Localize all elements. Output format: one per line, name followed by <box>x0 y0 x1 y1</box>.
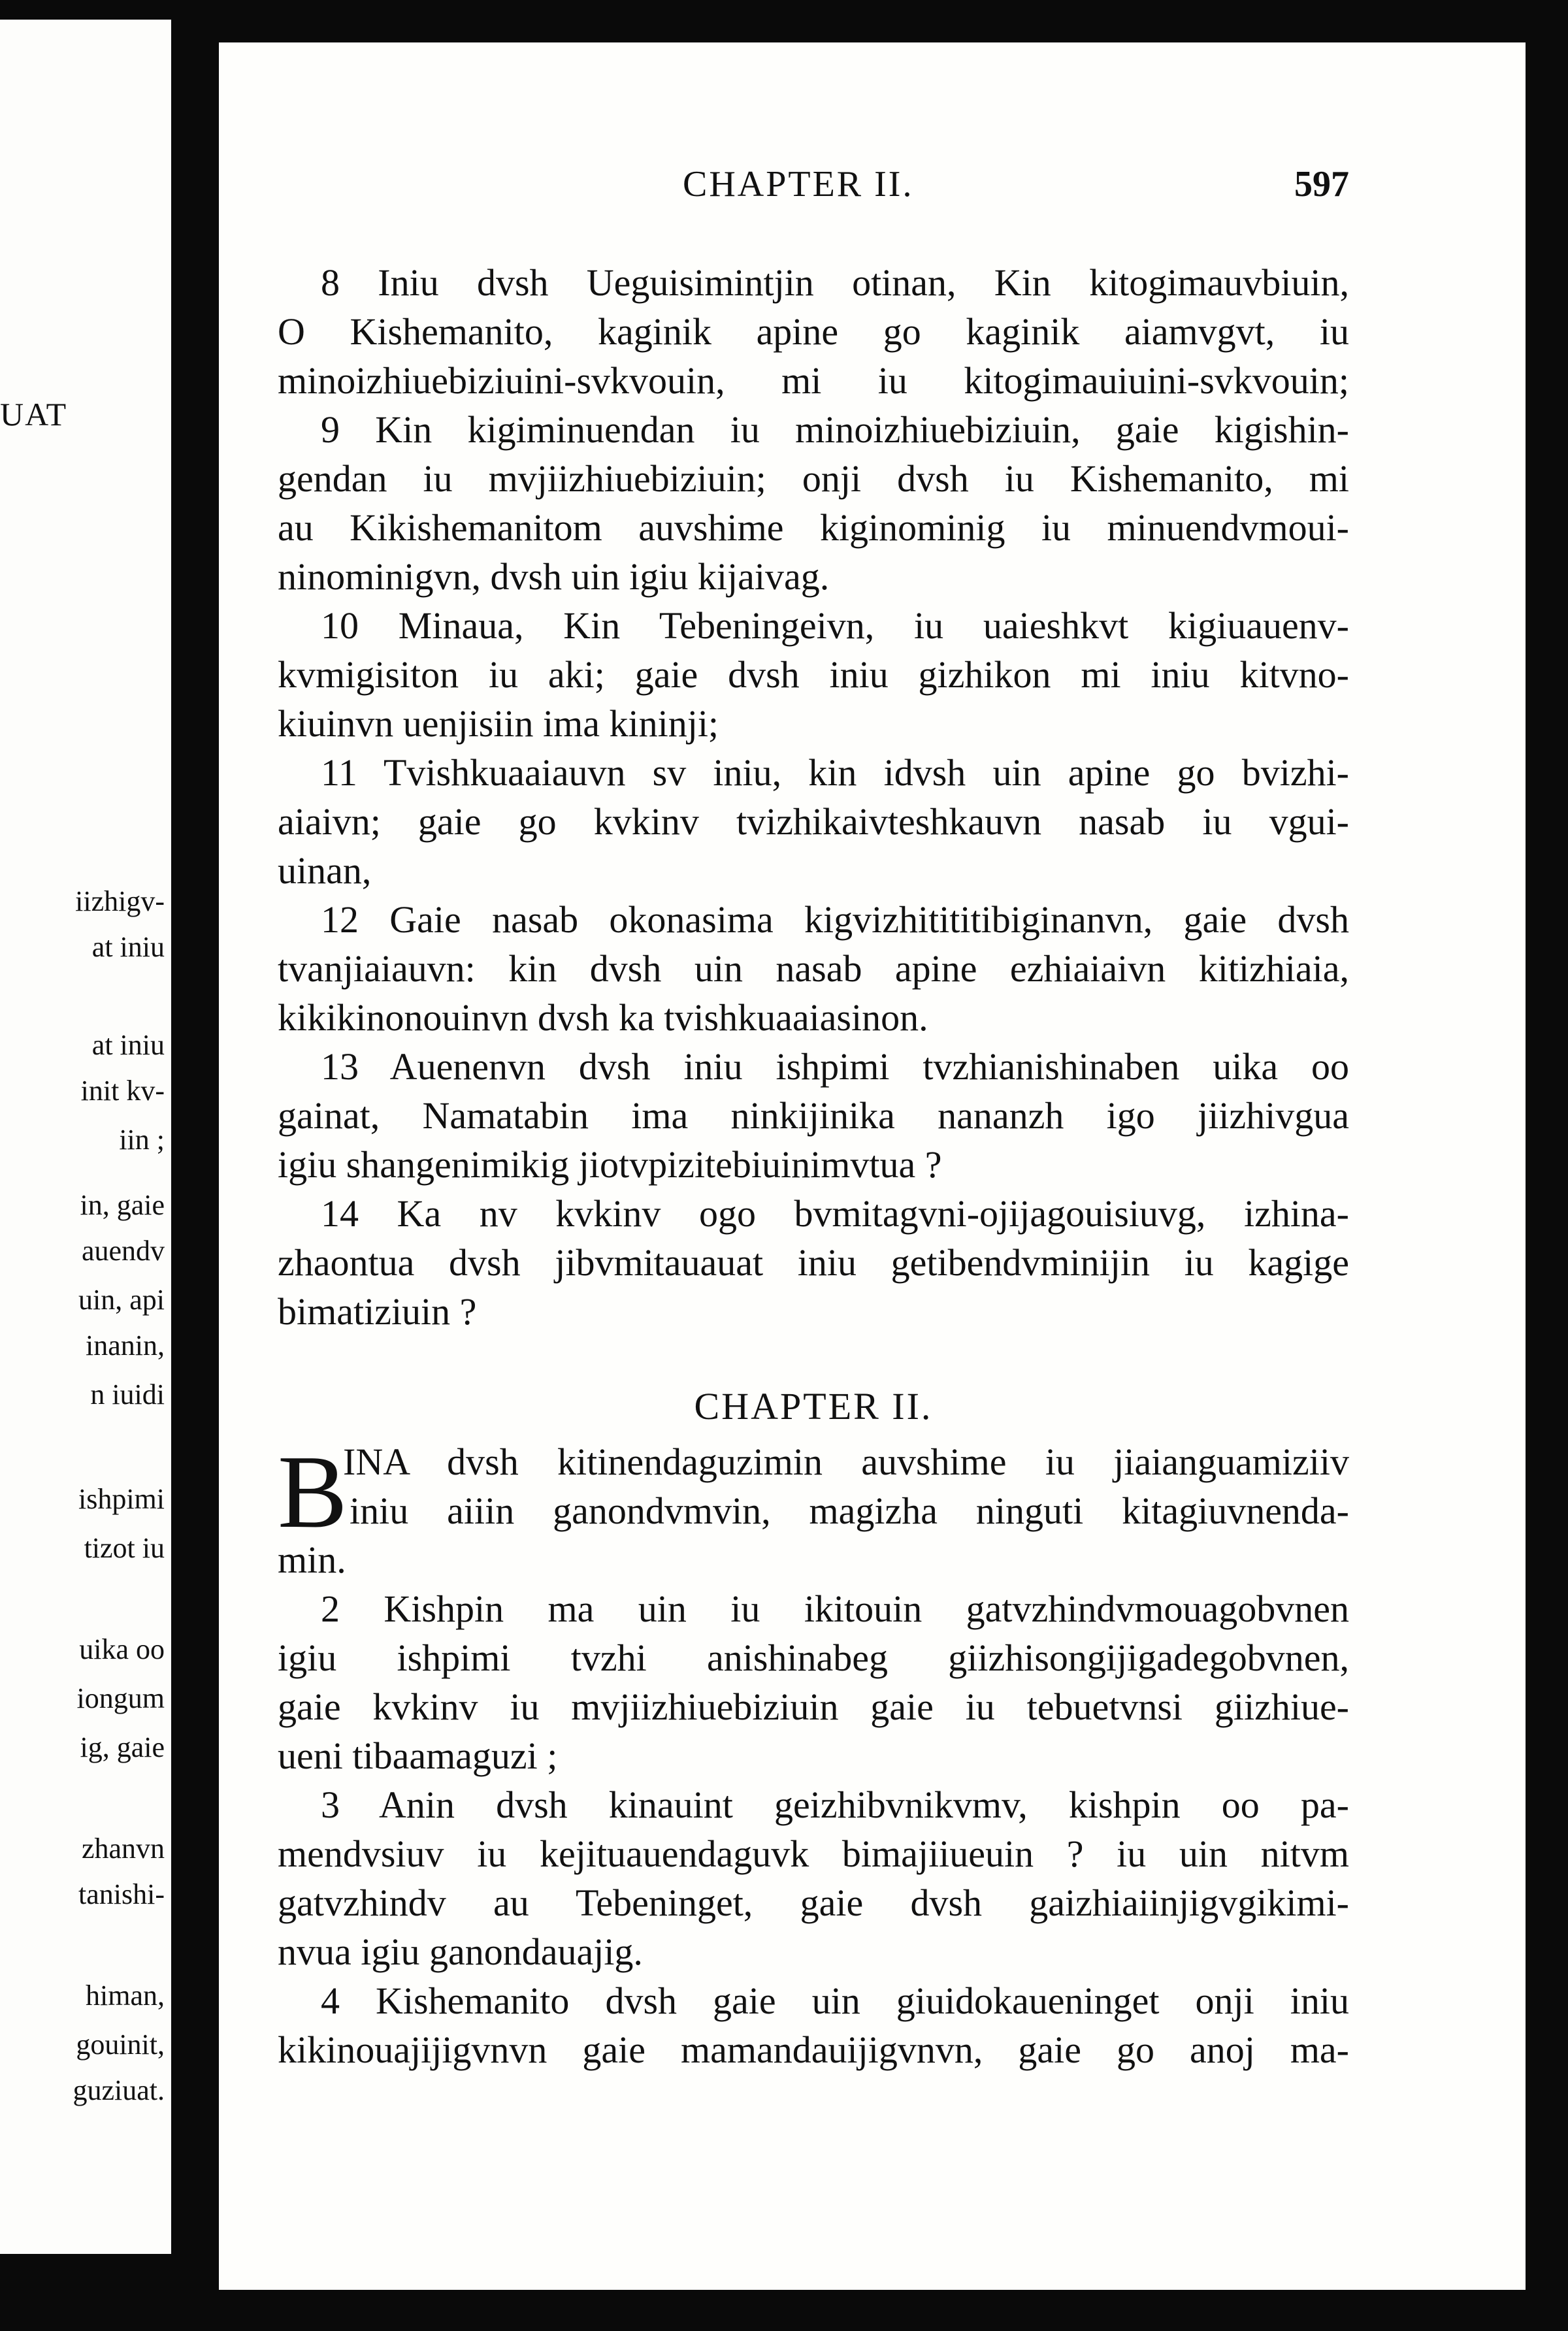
drop-cap: B <box>278 1433 348 1550</box>
text-line: ueni tibaamaguzi ; <box>278 1735 558 1777</box>
text-line: kvmigisiton iu aki; gaie dvsh iniu gizhikon mi iniu kitvno- <box>278 653 1349 696</box>
text-line: igiu ishpimi tvzhi anishinabeg giizhisongijigadegobvnen, <box>278 1637 1349 1679</box>
left-page-line: zhanvn <box>81 1833 165 1865</box>
text-line: zhaontua dvsh jibvmitauauat iniu getibendvminijin iu kagige <box>278 1241 1349 1284</box>
text-line: 2 Kishpin ma uin iu ikitouin gatvzhindvmouagobvnen <box>321 1588 1349 1630</box>
left-page-heading: UAT <box>0 396 68 432</box>
left-page-line: guziuat. <box>73 2074 165 2106</box>
text-line: gendan iu mvjiizhiuebiziuin; onji dvsh iu Kishemanito, mi <box>278 457 1349 500</box>
left-page-line: n iuidi <box>90 1378 165 1410</box>
text-line: INA dvsh kitinendaguzimin auvshime iu jiaianguamiziiv <box>343 1441 1349 1483</box>
text-line: igiu shangenimikig jiotvpizitebiuinimvtua ? <box>278 1143 942 1186</box>
text-line: iniu aiiin ganondvmvin, magizha ninguti kitagiuvnenda- <box>350 1490 1349 1532</box>
text-line: O Kishemanito, kaginik apine go kaginik aiamvgvt, iu <box>278 310 1349 353</box>
text-line: tvanjiaiauvn: kin dvsh uin nasab apine ezhiaiaivn kitizhiaia, <box>278 947 1349 990</box>
text-line: gainat, Namatabin ima ninkijinika nananzh igo jiizhivgua <box>278 1094 1349 1137</box>
left-page-line: iongum <box>76 1682 165 1714</box>
left-page-line: init kv- <box>80 1075 165 1107</box>
text-line: 9 Kin kigiminuendan iu minoizhiuebiziuin, gaie kigishin- <box>321 408 1349 451</box>
section-verses-8-14 <box>278 258 1349 1336</box>
text-line: ninominigvn, dvsh uin igiu kijaivag. <box>278 555 830 598</box>
text-line: uinan, <box>278 849 372 892</box>
left-page-line: uin, api <box>78 1284 165 1316</box>
left-page-line: iizhigv- <box>75 885 165 917</box>
text-line: 13 Auenenvn dvsh iniu ishpimi tvzhianishinaben uika oo <box>321 1045 1349 1088</box>
text-line: bimatiziuin ? <box>278 1290 477 1333</box>
running-head <box>219 163 1349 209</box>
left-page-line: inanin, <box>86 1329 165 1361</box>
text-line: nvua igiu ganondauajig. <box>278 1931 643 1973</box>
left-page-line: tanishi- <box>78 1878 165 1910</box>
main-page <box>219 42 1526 2290</box>
text-line: 11 Tvishkuaaiauvn sv iniu, kin idvsh uin apine go bvizhi- <box>321 751 1349 794</box>
text-block <box>278 258 1349 2074</box>
left-page-line: in, gaie <box>80 1189 165 1221</box>
section-chapter-2-lines <box>278 1433 1349 2074</box>
page-number: 597 <box>1294 164 1349 204</box>
text-line: 14 Ka nv kvkinv ogo bvmitagvni-ojijagouisiuvg, izhina- <box>321 1192 1349 1235</box>
left-page-line: gouinit, <box>76 2029 165 2061</box>
left-page-line: himan, <box>86 1980 165 2012</box>
text-line: 3 Anin dvsh kinauint geizhibvnikvmv, kishpin oo pa- <box>321 1784 1349 1826</box>
text-line: au Kikishemanitom auvshime kiginominig iu minuendvmoui- <box>278 506 1349 549</box>
text-line: gatvzhindv au Tebeninget, gaie dvsh gaizhiaiinjigvgikimi- <box>278 1882 1349 1924</box>
text-line: aiaivn; gaie go kvkinv tvizhikaivteshkauvn nasab iu vgui- <box>278 800 1349 843</box>
text-line: 8 Iniu dvsh Ueguisimintjin otinan, Kin kitogimauvbiuin, <box>321 261 1349 304</box>
text-line: 10 Minaua, Kin Tebeningeivn, iu uaieshkvt kigiuauenv- <box>321 604 1349 647</box>
text-line: 12 Gaie nasab okonasima kigvizhitititibiginanvn, gaie dvsh <box>321 898 1349 941</box>
left-page-line: at iniu <box>91 1029 165 1061</box>
left-page-line: iin ; <box>119 1124 165 1156</box>
text-line: min. <box>278 1539 346 1581</box>
left-page-line: auendv <box>81 1235 165 1267</box>
running-head-title: CHAPTER II. <box>683 164 914 204</box>
left-page-line: at iniu <box>91 931 165 963</box>
text-line: kiuinvn uenjisiin ima kininji; <box>278 702 719 745</box>
left-page-line: ishpimi <box>78 1483 165 1515</box>
chapter-heading: CHAPTER II. <box>694 1385 933 1427</box>
text-line: kikikinonouinvn dvsh ka tvishkuaaiasinon. <box>278 996 928 1039</box>
text-line: kikinouajijigvnvn gaie mamandauijigvnvn, gaie go anoj ma- <box>278 2029 1349 2071</box>
left-facing-page <box>0 20 171 2254</box>
text-line: gaie kvkinv iu mvjiizhiuebiziuin gaie iu tebuetvnsi giizhiue- <box>278 1686 1349 1728</box>
left-page-line: tizot iu <box>84 1532 165 1564</box>
text-line: mendvsiuv iu kejituauendaguvk bimajiiueuin ? iu uin nitvm <box>278 1833 1349 1875</box>
text-line: 4 Kishemanito dvsh gaie uin giuidokaueninget onji iniu <box>321 1980 1349 2022</box>
left-page-line: uika oo <box>79 1633 165 1665</box>
left-page-line: ig, gaie <box>80 1731 165 1763</box>
text-line: minoizhiuebiziuini-svkvouin, mi iu kitogimauiuini-svkvouin; <box>278 359 1349 402</box>
section-chapter-2 <box>278 1433 1349 2074</box>
